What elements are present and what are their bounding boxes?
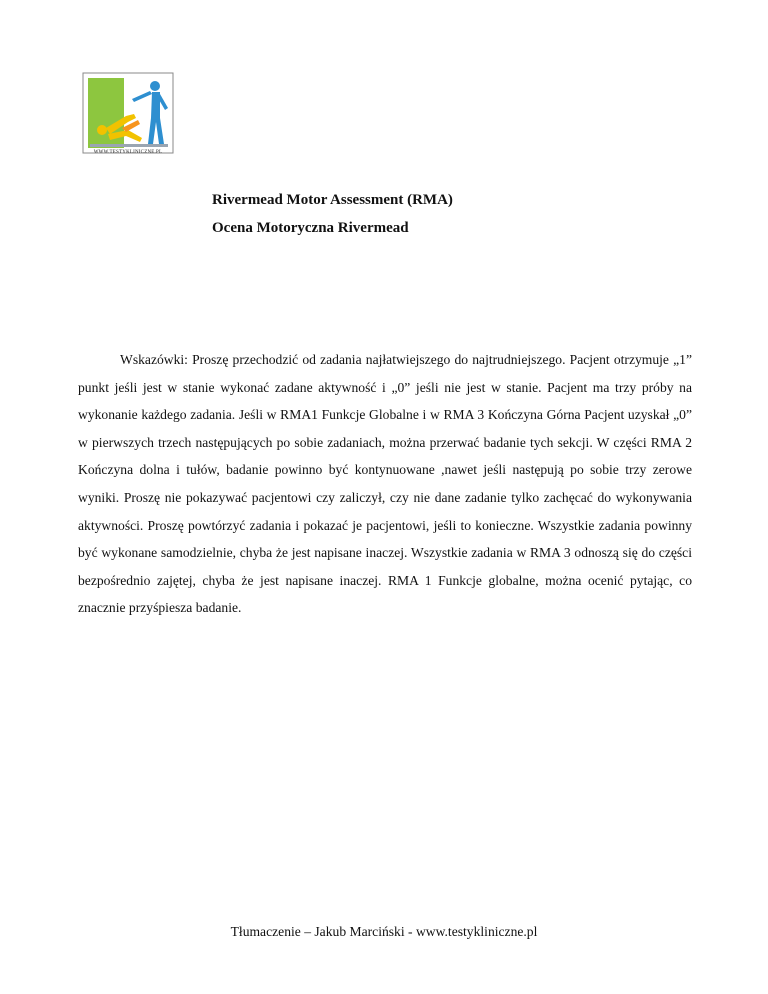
document-subtitle: Ocena Motoryczna Rivermead (212, 220, 409, 236)
logo-caption: WWW.TESTYKLINICZNE.PL (93, 150, 163, 155)
document-title: Rivermead Motor Assessment (RMA) (212, 192, 453, 208)
logo-graphic (82, 72, 174, 154)
logo (82, 72, 174, 154)
instructions-paragraph: Wskazówki: Proszę przechodzić od zadania najłatwiejszego do najtrudniejszego. Pacjent otrzymuje „1” punkt jeśli jest w stanie wykonać zadane aktywność i „0” jeśli nie jest w stanie. Pacjent ma trzy próby na wykonanie każdego zadania. Jeśli w RMA1 Funkcje Globalne i w RMA 3 Kończyna Górna Pacjent uzyskał „0” w pierwszych trzech następujących po sobie zadaniach, można przerwać badanie tych sekcji. W części RMA 2 Kończyna dolna i tułów, badanie powinno być kontynuowane ,nawet jeśli następują po sobie trzy zerowe wyniki. Proszę nie pokazywać pacjentowi czy zaliczył, czy nie dane zadanie tylko zachęcać do wykonywania aktywności. Proszę powtórzyć zadania i pokazać je pacjentowi, jeśli to konieczne. Wszystkie zadania powinny być wykonane samodzielnie, chyba że jest napisane inaczej. Wszystkie zadania w RMA 3 odnoszą się do części bezpośrednio zajętej, chyba że jest napisane inaczej. RMA 1 Funkcje globalne, można ocenić pytając, co znacznie przyśpiesza badanie. (78, 352, 692, 616)
footer-credit: Tłumaczenie – Jakub Marciński - www.testykliniczne.pl (230, 924, 538, 939)
